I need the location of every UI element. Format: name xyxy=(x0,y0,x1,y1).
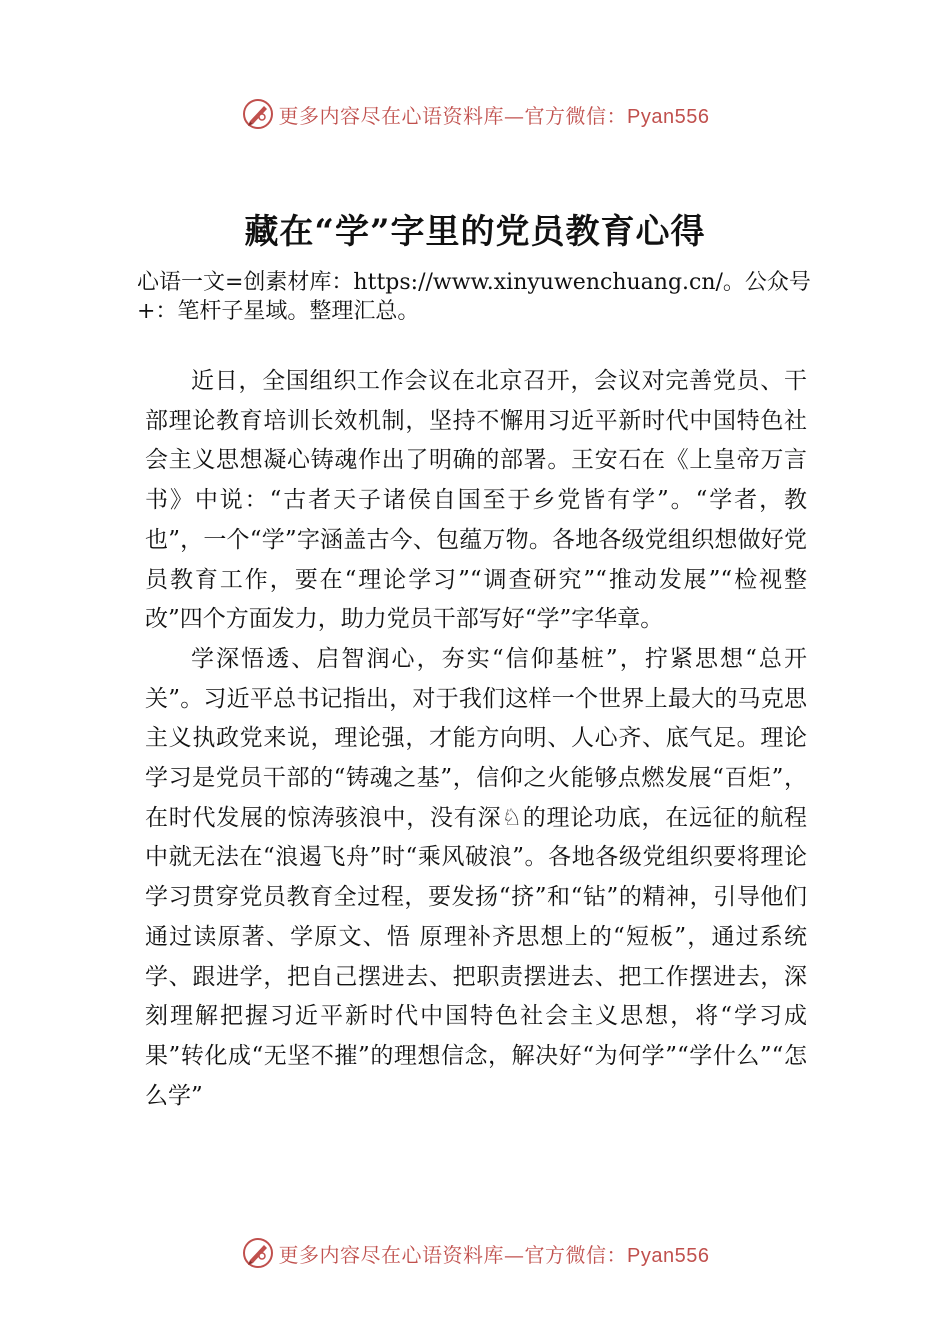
header-wechat-id: Pyan556 xyxy=(627,105,710,128)
document-body xyxy=(145,362,807,1116)
pen-logo-icon xyxy=(241,1236,275,1270)
pen-logo-icon xyxy=(241,97,275,131)
source-note: 心语一文=创素材库：https://www.xinyuwenchuang.cn/。公众号+：笔杆子星域。整理汇总。 xyxy=(137,270,811,324)
footer-wechat-id: Pyan556 xyxy=(627,1244,710,1267)
paragraph-1: 近日，全国组织工作会议在北京召开，会议对完善党员、干部理论教育培训长效机制，坚持不懈用习近平新时代中国特色社会主义思想凝心铸魂作出了明确的部署。王安石在《上皇帝万言书》中说：“古者天子诸侯自国至于乡党皆有学”。“学者，教也”，一个“学”字涵盖古今、包蕴万物。各地各级党组织想做好党员教育工作，要在“理论学习”“调查研究”“推动发展”“检视整改”四个方面发力，助力党员干部写好“学”字华章。 xyxy=(145,368,807,633)
footer-banner xyxy=(0,1233,950,1273)
footer-banner-text xyxy=(279,1239,710,1268)
header-banner xyxy=(0,94,950,134)
footer-banner-label: 更多内容尽在心语资料库—官方微信： xyxy=(278,1242,628,1267)
paragraph-2: 学深悟透、启智润心，夯实“信仰基桩”，拧紧思想“总开关”。习近平总书记指出，对于我们这样一个世界上最大的马克思主义执政党来说，理论强，才能方向明、人心齐、底气足。理论学习是党员干部的“铸魂之基”，信仰之火能够点燃发展“百炬”，在时代发展的惊涛骇浪中，没有深♘的理论功底，在远征的航程中就无法在“浪遏飞舟”时“乘风破浪”。各地各级党组织要将理论学习贯穿党员教育全过程，要发扬“挤”和“钻”的精神，引导他们通过读原著、学原文、悟 原理补齐思想上的“短板”，通过系统学、跟进学，把自己摆进去、把职责摆进去、把工作摆进去，深刻理解把握习近平新时代中国特色社会主义思想，将“学习成果”转化成“无坚不摧”的理想信念，解决好“为何学”“学什么”“怎么学” xyxy=(145,645,807,1109)
header-banner-text xyxy=(279,100,710,129)
document-title: 藏在“学”字里的党员教育心得 xyxy=(244,212,706,252)
header-banner-label: 更多内容尽在心语资料库—官方微信： xyxy=(278,103,628,128)
